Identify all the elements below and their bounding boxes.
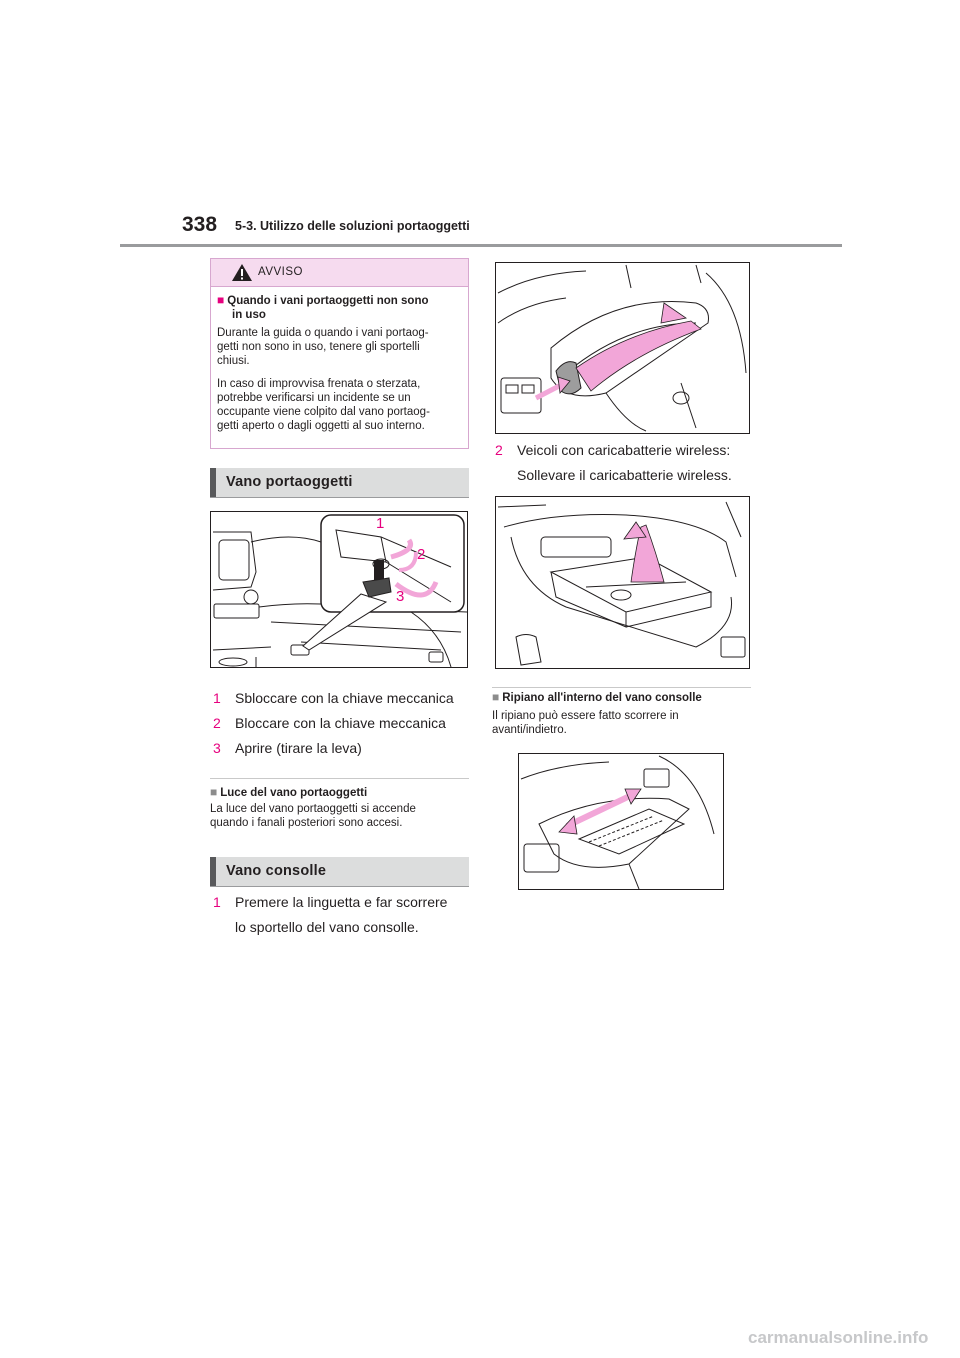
warning-paragraph-1: Durante la guida o quando i vani portaog- getti non sono in uso, tenere gli sportelli chiusi. xyxy=(217,327,429,367)
console-slide-illustration xyxy=(495,262,750,434)
watermark: carmanualsonline.info xyxy=(748,1328,929,1347)
glovebox-light-text: La luce del vano portaoggetti si accende quando i fanali posteriori sono accesi. xyxy=(210,803,416,829)
section-underline xyxy=(210,886,469,887)
warning-header xyxy=(211,259,468,287)
warning-box xyxy=(210,258,469,449)
warning-subtitle: ■ Quando i vani portaoggetti non sono in uso xyxy=(217,293,429,321)
square-bullet-icon: ■ xyxy=(217,293,225,307)
callout-1: 1 xyxy=(376,515,385,532)
warning-triangle-icon xyxy=(231,263,253,282)
callout-3: 3 xyxy=(396,588,405,605)
section-title: 5-3. Utilizzo delle soluzioni portaoggetti xyxy=(235,219,470,233)
wireless-charger-drawing xyxy=(496,497,749,668)
glovebox-section-header: Vano portaoggetti xyxy=(210,468,469,498)
warning-label: AVVISO xyxy=(258,266,303,278)
wireless-charger-illustration xyxy=(495,496,750,669)
shelf-illustration xyxy=(518,753,724,890)
glovebox-drawing xyxy=(211,512,467,667)
console-slide-drawing xyxy=(496,263,749,433)
callout-2: 2 xyxy=(417,546,426,563)
console-section-header: Vano consolle xyxy=(210,857,469,887)
divider xyxy=(210,778,469,779)
page-number: 338 xyxy=(182,213,218,236)
shelf-drawing xyxy=(519,754,723,889)
header-divider xyxy=(120,244,842,247)
section-underline xyxy=(210,497,469,498)
glovebox-light-title: ■ Luce del vano portaoggetti xyxy=(210,785,368,799)
square-bullet-icon: ■ xyxy=(210,785,218,799)
divider xyxy=(492,687,751,688)
glovebox-illustration xyxy=(210,511,468,668)
square-bullet-icon: ■ xyxy=(492,690,500,704)
shelf-title: ■ Ripiano all'interno del vano consolle xyxy=(492,690,702,704)
warning-paragraph-2: In caso di improvvisa frenata o sterzata, potrebbe verificarsi un incidente se un occupante viene colpito dal vano portaog- getti aperto o dagli oggetti al suo interno. xyxy=(217,378,430,432)
shelf-text: Il ripiano può essere fatto scorrere in avanti/indietro. xyxy=(492,710,679,736)
